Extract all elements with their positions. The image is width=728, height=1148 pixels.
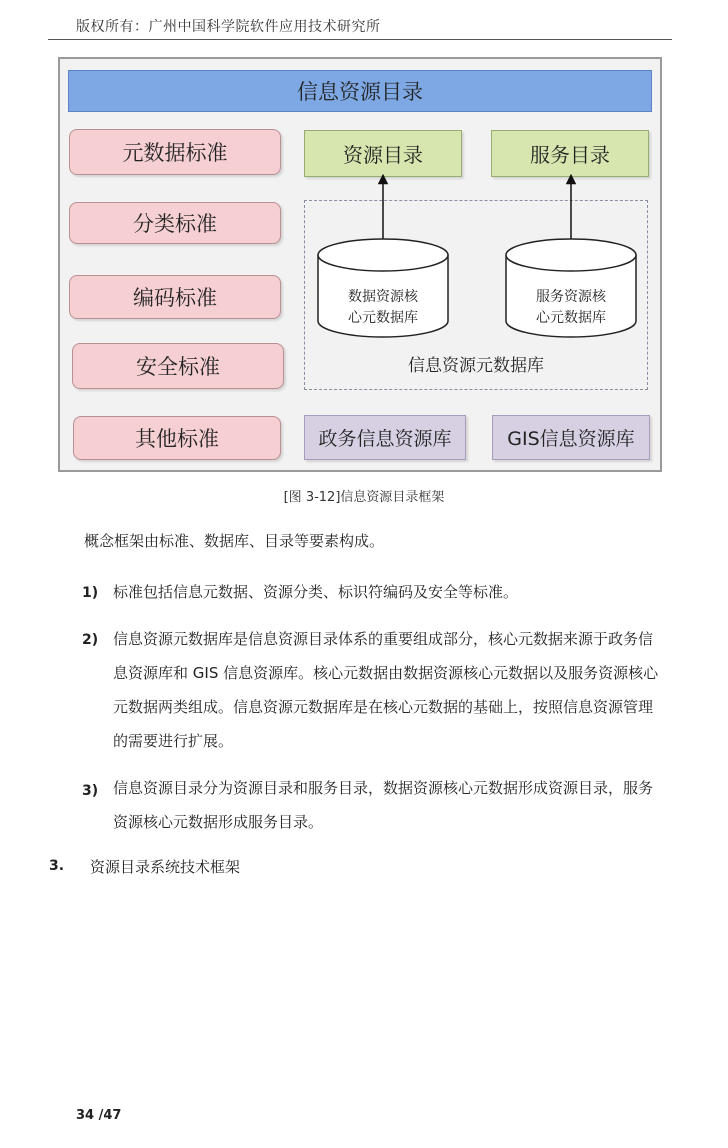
- service-core-db-line2: 心元数据库: [536, 310, 606, 326]
- framework-diagram: [58, 57, 662, 472]
- service-core-db-label: [506, 287, 636, 329]
- standard-classification: 分类标准: [69, 202, 281, 244]
- section-number: 3.: [49, 858, 65, 874]
- list-item-3-line: 资源核心元数据形成服务目录。: [113, 813, 324, 831]
- page-number: 34 /47: [76, 1108, 122, 1123]
- list-item-2-line: 元数据两类组成。信息资源元数据库是在核心元数据的基础上，按照信息资源管理: [113, 698, 654, 716]
- list-item-1-number: 1): [82, 585, 99, 601]
- list-item-2: [113, 622, 683, 758]
- list-item-3: [113, 771, 683, 839]
- service-catalog: 服务目录: [491, 130, 649, 177]
- standard-coding: 编码标准: [69, 275, 281, 319]
- standard-other: 其他标准: [73, 416, 281, 460]
- metadata-db-label: 信息资源元数据库: [408, 356, 544, 376]
- standard-metadata: 元数据标准: [69, 129, 281, 175]
- list-item-3-line: 信息资源目录分为资源目录和服务目录，数据资源核心元数据形成资源目录，服务: [113, 779, 654, 797]
- list-item-2-line: 信息资源元数据库是信息资源目录体系的重要组成部分，核心元数据来源于政务信: [113, 630, 654, 648]
- gis-resource-library: GIS信息资源库: [492, 415, 650, 460]
- db-drawing: [60, 59, 660, 470]
- diagram-title: 信息资源目录: [68, 70, 652, 112]
- page-header: 版权所有：广州中国科学院软件应用技术研究所: [76, 19, 381, 35]
- data-core-db-line1: 数据资源核: [348, 289, 418, 305]
- figure-caption: [图 3-12]信息资源目录框架: [283, 490, 445, 505]
- section-title: 资源目录系统技术框架: [90, 858, 241, 876]
- resource-catalog: 资源目录: [304, 130, 462, 177]
- list-item-3-number: 3): [82, 783, 99, 799]
- list-item-1-line: 标准包括信息元数据、资源分类、标识符编码及安全等标准。: [113, 583, 519, 601]
- list-item-2-line: 的需要进行扩展。: [113, 732, 234, 750]
- intro-paragraph: 概念框架由标准、数据库、目录等要素构成。: [84, 532, 385, 550]
- standard-security: 安全标准: [72, 343, 284, 389]
- data-core-db-line2: 心元数据库: [348, 310, 418, 326]
- data-core-db-label: [318, 287, 448, 329]
- service-core-db-line1: 服务资源核: [536, 289, 606, 305]
- gov-resource-library: 政务信息资源库: [304, 415, 466, 460]
- list-item-2-number: 2): [82, 632, 99, 648]
- list-item-2-line: 息资源库和 GIS 信息资源库。核心元数据由数据资源核心元数据以及服务资源核心: [113, 664, 659, 682]
- list-item-1: [113, 575, 683, 609]
- header-divider: [48, 39, 672, 40]
